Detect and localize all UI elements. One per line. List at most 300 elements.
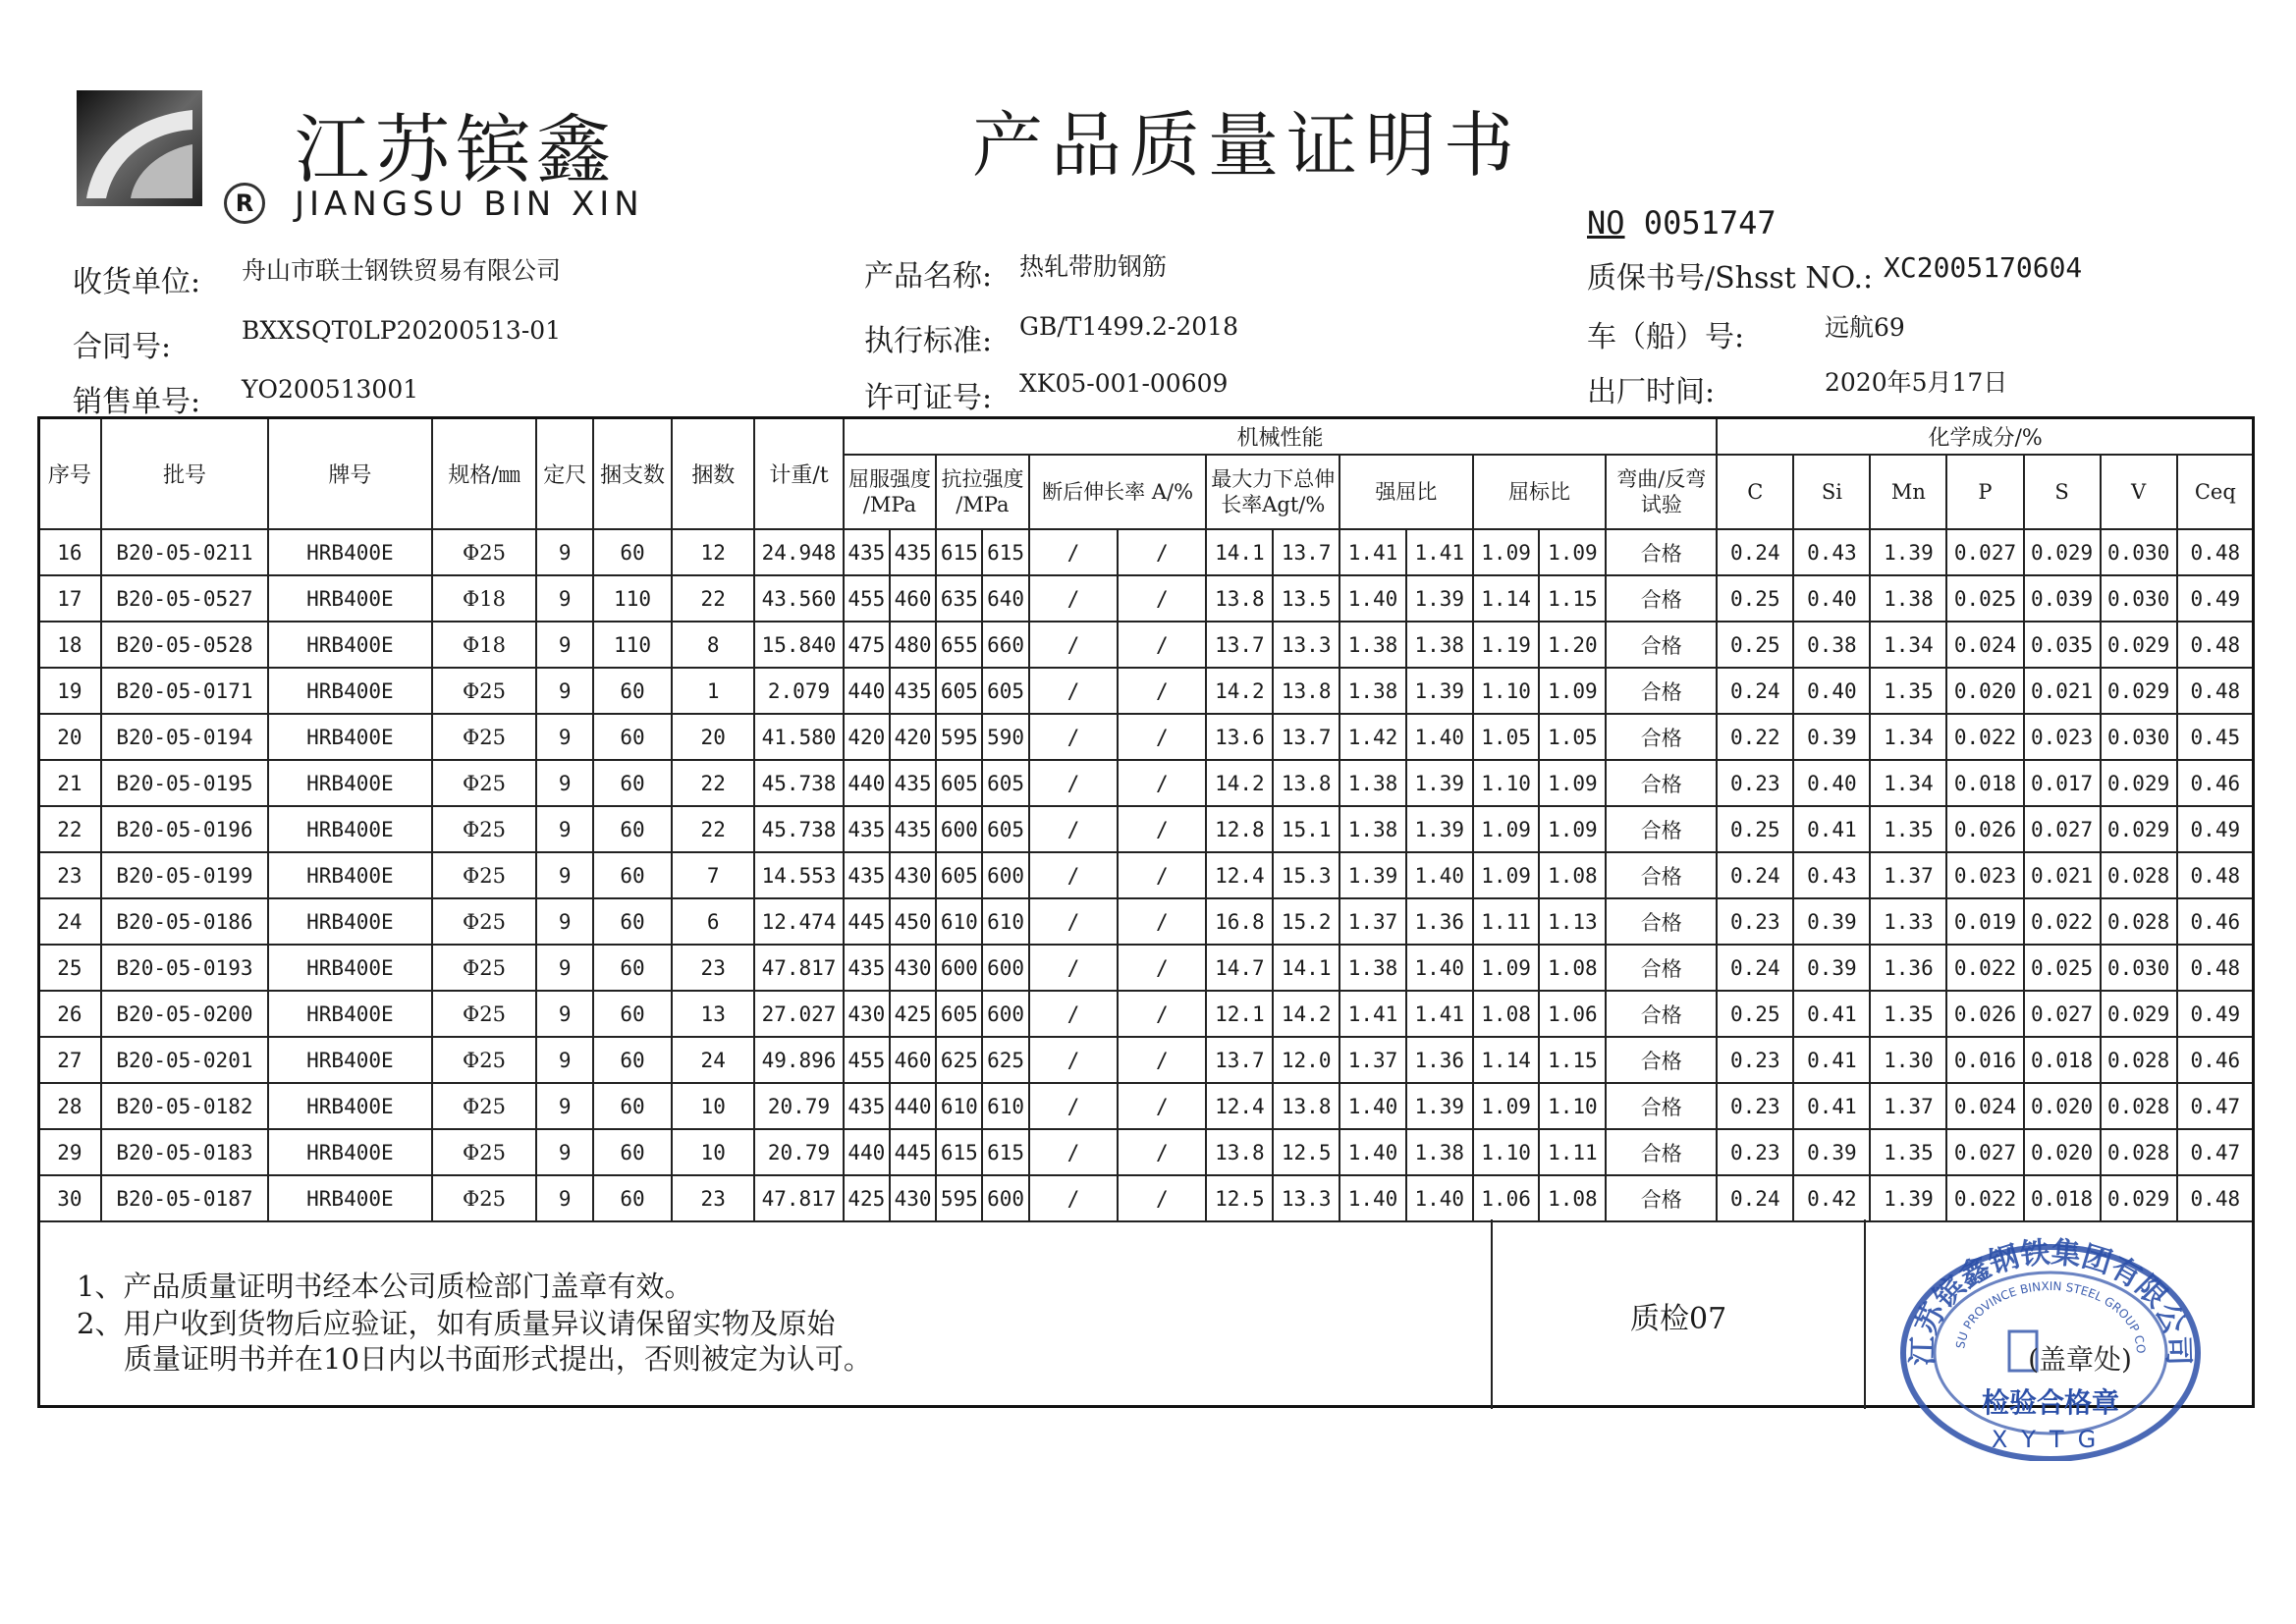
header-tensile: 抗拉强度 /MPa [936,455,1029,529]
cell-bend: 合格 [1606,622,1717,668]
cell-e2: / [1118,806,1206,852]
cell-t1: 595 [936,714,982,760]
cell-bend: 合格 [1606,760,1717,806]
cell-p: 0.027 [1946,1129,2023,1175]
cell-bend: 合格 [1606,991,1717,1037]
sales-no-value: YO200513001 [242,375,419,404]
cell-wt: 24.948 [754,529,843,575]
cell-t2: 605 [982,806,1028,852]
cell-q1: 1.09 [1473,945,1540,991]
cell-y2: 435 [890,806,936,852]
cell-seq: 27 [38,1037,101,1083]
cell-grade: HRB400E [268,1175,431,1221]
cell-q1: 1.08 [1473,991,1540,1037]
vehicle-label: 车（船）号: [1587,320,1745,354]
cell-c: 0.25 [1717,575,1793,622]
cell-wt: 20.79 [754,1129,843,1175]
cell-q2: 1.08 [1539,945,1606,991]
stamp-ring-text: 江苏镔鑫钢铁集团有限公司 [1905,1235,2196,1367]
header-yield: 屈服强度 /MPa [844,455,937,529]
cell-ceq: 0.49 [2177,806,2254,852]
stamp-code: XYTG [1991,1426,2110,1453]
cell-a2: 15.1 [1273,806,1339,852]
table-row [38,1037,2254,1083]
cell-bend: 合格 [1606,945,1717,991]
cell-a1: 14.2 [1206,668,1273,714]
cell-r2: 1.40 [1406,714,1473,760]
cell-t1: 605 [936,668,982,714]
license-value: XK05-001-00609 [1019,369,1229,398]
cell-bend: 合格 [1606,1129,1717,1175]
cell-y1: 455 [844,1037,890,1083]
cell-batch: B20-05-0194 [101,714,269,760]
cell-batch: B20-05-0211 [101,529,269,575]
cell-seq: 20 [38,714,101,760]
header-ceq: Ceq [2177,455,2254,529]
cell-ceq: 0.48 [2177,945,2254,991]
cell-wt: 45.738 [754,806,843,852]
cell-bend: 合格 [1606,529,1717,575]
cell-mn: 1.34 [1870,714,1946,760]
header-p: P [1946,455,2023,529]
cell-a1: 16.8 [1206,898,1273,945]
cell-ceq: 0.48 [2177,668,2254,714]
cell-seq: 30 [38,1175,101,1221]
cell-v: 0.030 [2101,714,2177,760]
cell-q2: 1.15 [1539,1037,1606,1083]
cell-t2: 600 [982,852,1028,898]
cell-spec: Φ25 [432,714,537,760]
cell-y1: 475 [844,622,890,668]
header-mechanical-group: 机械性能 [844,417,1718,455]
cell-t1: 605 [936,852,982,898]
date-value: 2020年5月17日 [1825,368,2008,397]
cell-spec: Φ25 [432,668,537,714]
cell-batch: B20-05-0528 [101,622,269,668]
cell-q2: 1.05 [1539,714,1606,760]
cell-c: 0.23 [1717,1129,1793,1175]
cell-p: 0.022 [1946,714,2023,760]
consignee-value: 舟山市联士钢铁贸易有限公司 [242,256,562,285]
cell-t2: 605 [982,760,1028,806]
cell-spec: Φ18 [432,575,537,622]
cell-bundles: 6 [672,898,754,945]
cell-mn: 1.30 [1870,1037,1946,1083]
cell-a2: 14.2 [1273,991,1339,1037]
cell-wt: 47.817 [754,945,843,991]
cell-r1: 1.38 [1339,622,1406,668]
cell-grade: HRB400E [268,529,431,575]
cell-e2: / [1118,1037,1206,1083]
cell-s: 0.018 [2024,1037,2101,1083]
cell-spec: Φ25 [432,898,537,945]
cell-r2: 1.36 [1406,1037,1473,1083]
cell-e1: / [1029,806,1118,852]
cell-per: 60 [593,806,672,852]
cell-a1: 12.4 [1206,852,1273,898]
cell-wt: 45.738 [754,760,843,806]
cell-mn: 1.37 [1870,852,1946,898]
cell-q2: 1.15 [1539,575,1606,622]
cell-bundles: 23 [672,945,754,991]
cell-batch: B20-05-0187 [101,1175,269,1221]
cell-grade: HRB400E [268,991,431,1037]
cell-ceq: 0.49 [2177,991,2254,1037]
footer-divider-left [1491,1219,1493,1409]
cell-e2: / [1118,991,1206,1037]
cell-v: 0.028 [2101,852,2177,898]
cell-r1: 1.37 [1339,1037,1406,1083]
cell-per: 60 [593,991,672,1037]
cell-e2: / [1118,1175,1206,1221]
cell-s: 0.021 [2024,668,2101,714]
cell-c: 0.23 [1717,760,1793,806]
cell-bundles: 22 [672,575,754,622]
cell-q1: 1.09 [1473,529,1540,575]
cell-ceq: 0.45 [2177,714,2254,760]
standard-value: GB/T1499.2-2018 [1019,312,1238,341]
cell-len: 9 [536,1129,593,1175]
cell-per: 60 [593,1129,672,1175]
cell-batch: B20-05-0182 [101,1083,269,1129]
cell-wt: 49.896 [754,1037,843,1083]
cell-grade: HRB400E [268,898,431,945]
cell-bend: 合格 [1606,668,1717,714]
cell-t1: 600 [936,806,982,852]
cell-t2: 615 [982,529,1028,575]
cell-bundles: 13 [672,991,754,1037]
cell-q1: 1.10 [1473,1129,1540,1175]
cell-per: 60 [593,714,672,760]
cell-e2: / [1118,714,1206,760]
cell-ceq: 0.47 [2177,1083,2254,1129]
cell-len: 9 [536,575,593,622]
cell-v: 0.029 [2101,622,2177,668]
cell-per: 110 [593,575,672,622]
cell-y2: 435 [890,668,936,714]
stamp-ring-en: SU PROVINCE BINXIN STEEL GROUP CO [1953,1278,2149,1354]
cell-s: 0.022 [2024,898,2101,945]
cell-bundles: 8 [672,622,754,668]
header-grade: 牌号 [268,417,431,529]
cell-per: 60 [593,760,672,806]
cell-si: 0.41 [1793,1037,1870,1083]
cell-y2: 440 [890,1083,936,1129]
sales-no-label: 销售单号: [73,385,201,419]
cell-len: 9 [536,668,593,714]
cell-t2: 605 [982,668,1028,714]
cell-spec: Φ25 [432,852,537,898]
cell-ceq: 0.48 [2177,622,2254,668]
cell-mn: 1.37 [1870,1083,1946,1129]
cell-len: 9 [536,1175,593,1221]
cell-p: 0.025 [1946,575,2023,622]
header-bundles: 捆数 [672,417,754,529]
cell-v: 0.028 [2101,1037,2177,1083]
cell-r1: 1.40 [1339,1175,1406,1221]
footer-divider-right [1864,1219,1866,1409]
cell-v: 0.029 [2101,668,2177,714]
cell-q1: 1.10 [1473,668,1540,714]
cell-a2: 13.3 [1273,1175,1339,1221]
cell-grade: HRB400E [268,1129,431,1175]
cell-r2: 1.41 [1406,529,1473,575]
cell-c: 0.23 [1717,898,1793,945]
cell-bend: 合格 [1606,898,1717,945]
cell-ceq: 0.48 [2177,1175,2254,1221]
cell-q2: 1.13 [1539,898,1606,945]
cell-r2: 1.39 [1406,1083,1473,1129]
cell-e1: / [1029,1175,1118,1221]
cell-seq: 18 [38,622,101,668]
cell-r2: 1.40 [1406,945,1473,991]
cell-mn: 1.36 [1870,945,1946,991]
cell-mn: 1.35 [1870,991,1946,1037]
table-row [38,668,2254,714]
cell-batch: B20-05-0195 [101,760,269,806]
cell-spec: Φ25 [432,945,537,991]
cell-s: 0.017 [2024,760,2101,806]
cell-e2: / [1118,529,1206,575]
cell-si: 0.43 [1793,529,1870,575]
cell-c: 0.25 [1717,806,1793,852]
document-title: 产品质量证明书 [972,104,1523,187]
cell-t2: 600 [982,945,1028,991]
cell-r2: 1.41 [1406,991,1473,1037]
cell-t1: 655 [936,622,982,668]
cell-y1: 430 [844,991,890,1037]
cell-si: 0.42 [1793,1175,1870,1221]
table-row [38,991,2254,1037]
cell-batch: B20-05-0199 [101,852,269,898]
cell-seq: 23 [38,852,101,898]
cell-y2: 445 [890,1129,936,1175]
cell-c: 0.23 [1717,1083,1793,1129]
cell-e1: / [1029,1037,1118,1083]
cell-mn: 1.34 [1870,622,1946,668]
cell-wt: 14.553 [754,852,843,898]
header-seq: 序号 [38,417,101,529]
cell-s: 0.029 [2024,529,2101,575]
product-label: 产品名称: [864,259,993,294]
cell-p: 0.026 [1946,806,2023,852]
cell-p: 0.026 [1946,991,2023,1037]
cell-bend: 合格 [1606,1083,1717,1129]
cell-t2: 625 [982,1037,1028,1083]
cell-wt: 41.580 [754,714,843,760]
cell-q2: 1.10 [1539,1083,1606,1129]
cell-ceq: 0.46 [2177,1037,2254,1083]
cell-p: 0.018 [1946,760,2023,806]
company-logo [77,90,202,206]
cell-len: 9 [536,1037,593,1083]
cell-grade: HRB400E [268,806,431,852]
cell-per: 110 [593,622,672,668]
cell-q1: 1.09 [1473,852,1540,898]
cell-c: 0.25 [1717,622,1793,668]
header-spec: 规格/㎜ [432,417,537,529]
cell-batch: B20-05-0200 [101,991,269,1037]
cell-p: 0.023 [1946,852,2023,898]
cell-q1: 1.05 [1473,714,1540,760]
cell-len: 9 [536,714,593,760]
cell-seq: 28 [38,1083,101,1129]
cell-t1: 615 [936,1129,982,1175]
cell-r1: 1.41 [1339,991,1406,1037]
header-v: V [2101,455,2177,529]
table-row [38,852,2254,898]
cell-v: 0.029 [2101,806,2177,852]
cell-batch: B20-05-0171 [101,668,269,714]
cell-r1: 1.41 [1339,529,1406,575]
cell-v: 0.029 [2101,1175,2177,1221]
cell-mn: 1.35 [1870,1129,1946,1175]
cell-e1: / [1029,898,1118,945]
cell-per: 60 [593,1037,672,1083]
cell-s: 0.018 [2024,1175,2101,1221]
cell-r2: 1.40 [1406,1175,1473,1221]
cell-wt: 2.079 [754,668,843,714]
table-row [38,575,2254,622]
cell-grade: HRB400E [268,575,431,622]
registered-mark: R [224,183,265,224]
header-weight: 计重/t [754,417,843,529]
cell-s: 0.025 [2024,945,2101,991]
cell-batch: B20-05-0186 [101,898,269,945]
cert-no-label: 质保书号/Shsst NO.: [1587,261,1874,296]
cell-r2: 1.39 [1406,760,1473,806]
cell-spec: Φ25 [432,1129,537,1175]
cell-y1: 435 [844,806,890,852]
date-label: 出厂时间: [1587,375,1716,409]
cell-per: 60 [593,1175,672,1221]
header-bend: 弯曲/反弯试验 [1606,455,1717,529]
cell-mn: 1.35 [1870,806,1946,852]
cell-t1: 635 [936,575,982,622]
table-row [38,806,2254,852]
cell-r2: 1.39 [1406,806,1473,852]
header-c: C [1717,455,1793,529]
header-mn: Mn [1870,455,1946,529]
cell-v: 0.028 [2101,1129,2177,1175]
cell-mn: 1.39 [1870,1175,1946,1221]
cell-y1: 455 [844,575,890,622]
cell-c: 0.23 [1717,1037,1793,1083]
cell-mn: 1.39 [1870,529,1946,575]
cell-grade: HRB400E [268,852,431,898]
cell-per: 60 [593,1083,672,1129]
cell-seq: 22 [38,806,101,852]
cell-t2: 600 [982,991,1028,1037]
cell-v: 0.028 [2101,898,2177,945]
cell-si: 0.43 [1793,852,1870,898]
cell-c: 0.22 [1717,714,1793,760]
cell-seq: 21 [38,760,101,806]
cell-si: 0.41 [1793,991,1870,1037]
header-length: 定尺 [536,417,593,529]
header-per-bundle: 捆支数 [593,417,672,529]
cell-wt: 47.817 [754,1175,843,1221]
cell-a1: 13.8 [1206,1129,1273,1175]
cell-batch: B20-05-0196 [101,806,269,852]
cell-e1: / [1029,945,1118,991]
header-yield-ratio: 屈标比 [1473,455,1607,529]
cell-a2: 13.5 [1273,575,1339,622]
header-elongation: 断后伸长率 A/% [1029,455,1207,529]
cell-batch: B20-05-0201 [101,1037,269,1083]
cell-bundles: 22 [672,760,754,806]
cell-p: 0.019 [1946,898,2023,945]
cell-a1: 14.7 [1206,945,1273,991]
cell-y2: 430 [890,852,936,898]
cell-s: 0.020 [2024,1129,2101,1175]
cell-c: 0.24 [1717,529,1793,575]
cell-si: 0.39 [1793,898,1870,945]
cell-e2: / [1118,760,1206,806]
table-row [38,1083,2254,1129]
cell-mn: 1.35 [1870,668,1946,714]
cell-bend: 合格 [1606,714,1717,760]
cell-y1: 425 [844,1175,890,1221]
cell-r2: 1.40 [1406,852,1473,898]
cell-s: 0.035 [2024,622,2101,668]
cell-y1: 435 [844,529,890,575]
header-chemical-group: 化学成分/% [1717,417,2254,455]
cell-grade: HRB400E [268,668,431,714]
cell-y2: 480 [890,622,936,668]
cell-r1: 1.38 [1339,668,1406,714]
cell-bundles: 10 [672,1129,754,1175]
cell-y2: 430 [890,945,936,991]
cell-grade: HRB400E [268,945,431,991]
cell-t1: 605 [936,991,982,1037]
cell-a2: 13.7 [1273,714,1339,760]
cell-bend: 合格 [1606,575,1717,622]
product-value: 热轧带肋钢筋 [1019,252,1168,281]
cell-grade: HRB400E [268,760,431,806]
cell-q2: 1.08 [1539,852,1606,898]
cell-c: 0.24 [1717,1175,1793,1221]
cell-bundles: 7 [672,852,754,898]
cell-si: 0.39 [1793,714,1870,760]
cell-bundles: 22 [672,806,754,852]
cell-s: 0.020 [2024,1083,2101,1129]
cell-per: 60 [593,668,672,714]
cell-grade: HRB400E [268,622,431,668]
header-agt: 最大力下总伸长率Agt/% [1206,455,1339,529]
cell-ceq: 0.48 [2177,852,2254,898]
cell-e1: / [1029,575,1118,622]
cell-len: 9 [536,806,593,852]
header-s: S [2024,455,2101,529]
table-row [38,898,2254,945]
cell-e2: / [1118,622,1206,668]
cell-a1: 12.4 [1206,1083,1273,1129]
cell-batch: B20-05-0193 [101,945,269,991]
cell-q1: 1.09 [1473,806,1540,852]
cell-seq: 24 [38,898,101,945]
cell-a2: 13.8 [1273,1083,1339,1129]
cell-e1: / [1029,852,1118,898]
cell-y1: 435 [844,945,890,991]
cell-q2: 1.11 [1539,1129,1606,1175]
cell-len: 9 [536,1083,593,1129]
cell-a2: 12.0 [1273,1037,1339,1083]
cell-grade: HRB400E [268,1083,431,1129]
cell-s: 0.021 [2024,852,2101,898]
cell-y2: 435 [890,529,936,575]
cell-seq: 19 [38,668,101,714]
